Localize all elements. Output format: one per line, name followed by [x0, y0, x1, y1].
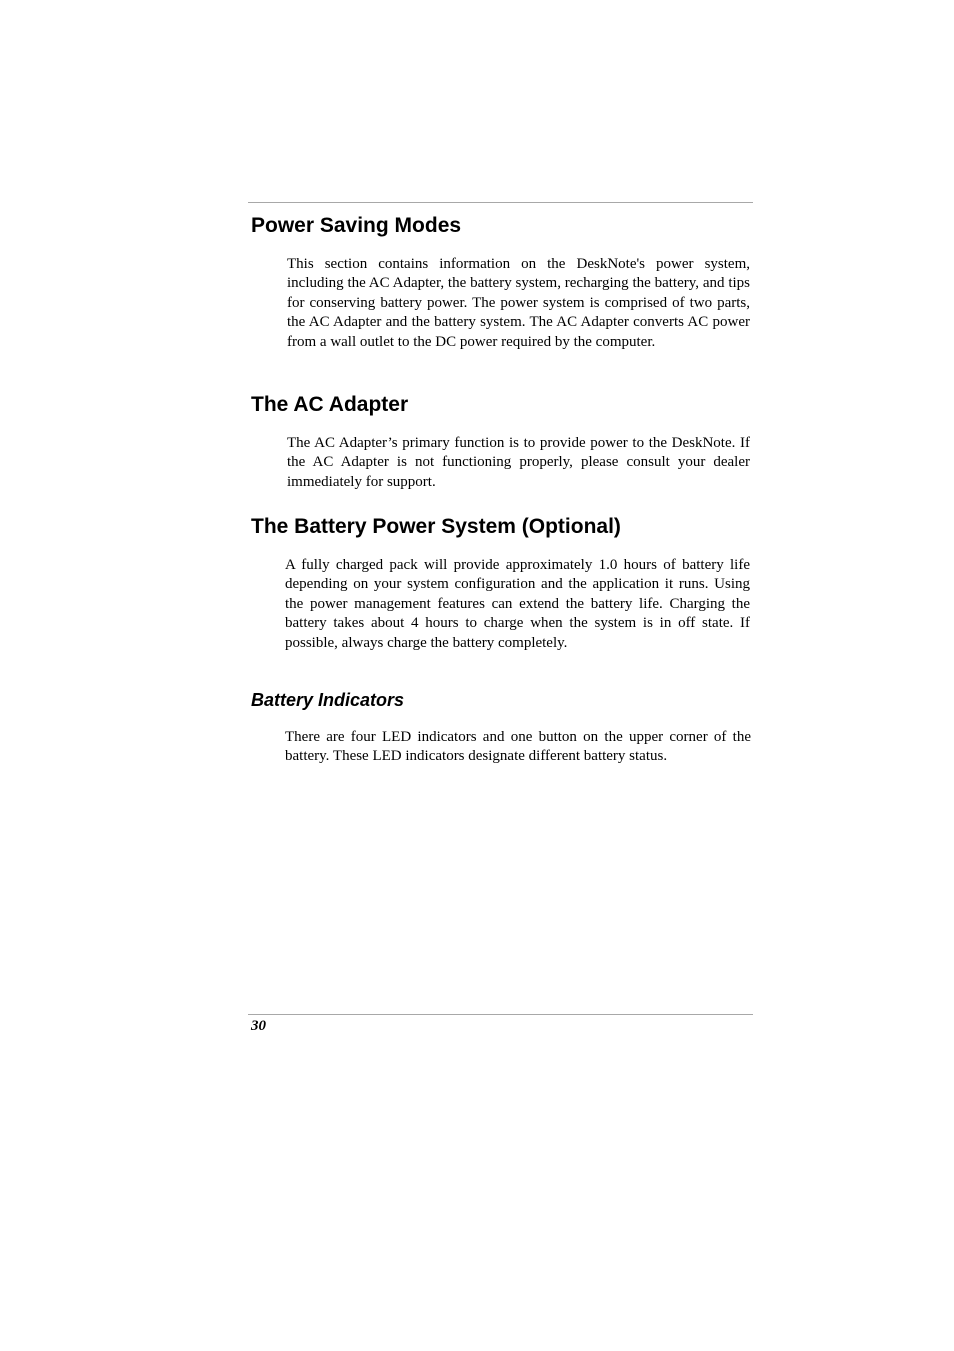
section-body-ac-adapter: The AC Adapter’s primary function is to provide power to the DeskNote. If the AC Adapter is not functioning properly, please consult your dealer immediately for support.	[287, 435, 750, 490]
section-heading-battery-power-system: The Battery Power System (Optional)	[251, 515, 621, 538]
footer-rule	[248, 1014, 753, 1015]
page-number: 30	[251, 1018, 266, 1034]
subsection-body-battery-indicators: There are four LED indicators and one button on the upper corner of the battery. These LED indicators designate different battery status.	[285, 729, 751, 765]
section-heading-ac-adapter: The AC Adapter	[251, 393, 409, 416]
subsection-heading-battery-indicators: Battery Indicators	[251, 690, 405, 710]
section-body-battery-power-system: A fully charged pack will provide approximately 1.0 hours of battery life depending on your system configuration and the application it runs. Using the power management features can extend the battery life. Charging the battery takes about 4 hours to charge when the system is in off state. If possible, always charge the battery completely.	[285, 557, 750, 651]
section-body-power-saving-modes: This section contains information on the DeskNote's power system, including the AC Adapter, the battery system, recharging the battery, and tips for conserving battery power. The power system is comprised of two parts, the AC Adapter and the battery system. The AC Adapter converts AC power from a wall outlet to the DC power required by the computer.	[287, 256, 750, 350]
header-rule	[248, 202, 753, 203]
section-heading-power-saving-modes: Power Saving Modes	[251, 214, 462, 237]
